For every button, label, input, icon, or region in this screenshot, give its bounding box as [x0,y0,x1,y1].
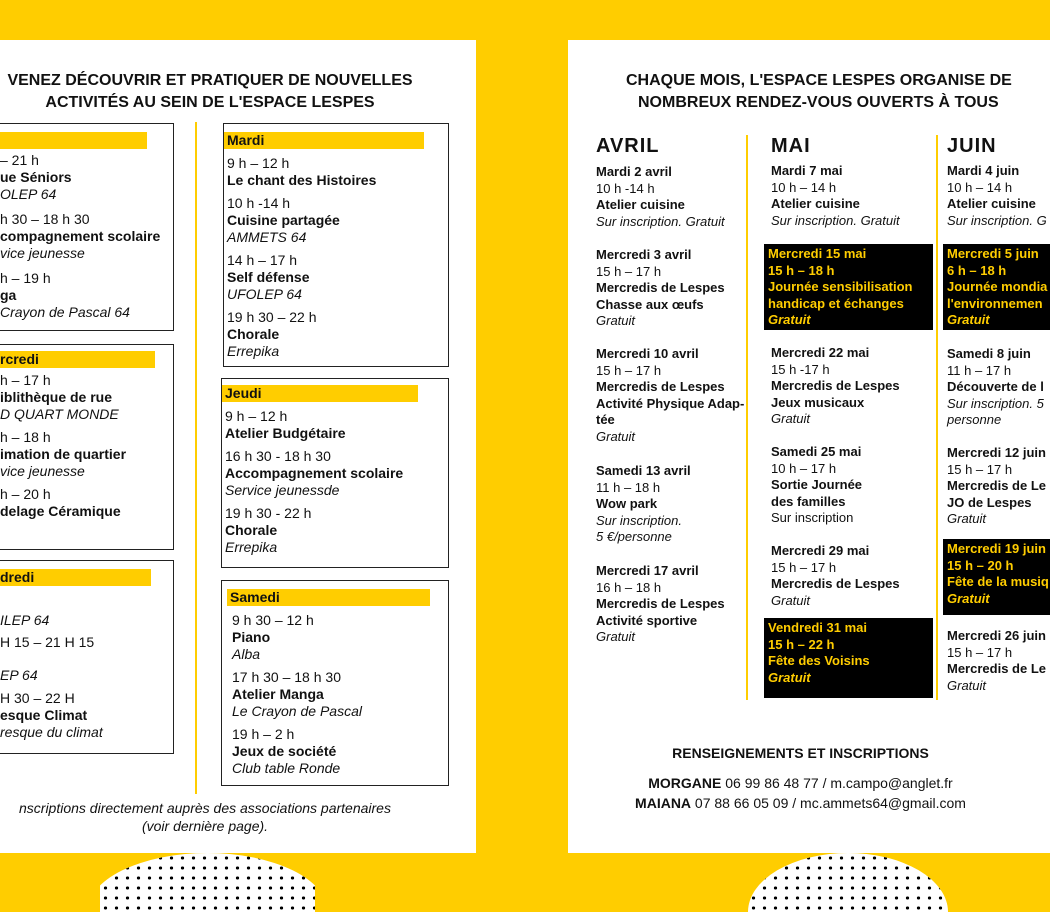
event-item: Mercredi 22 mai 15 h -17 h Mercredis de Lespes Jeux musicaux Gratuit [771,345,900,426]
right-panel [568,40,1050,853]
schedule-entry: 14 h – 17 h Self défense UFOLEP 64 [227,252,310,302]
schedule-entry: 17 h 30 – 18 h 30 Atelier Manga Le Crayon de Pascal [232,669,362,719]
schedule-entry: h – 20 h delage Céramique [0,486,121,519]
schedule-entry: 19 h 30 - 22 h Chorale Errepika [225,505,312,555]
left-panel [0,40,476,853]
event-item: Mardi 7 mai 10 h – 14 h Atelier cuisine Sur inscription. Gratuit [771,163,900,228]
schedule-entry: H 15 – 21 H 15 [0,634,95,650]
column-divider [936,135,938,700]
inscription-note: nscriptions directement auprès des associations partenaires (voir dernière page). [19,800,391,834]
contact-block [628,743,973,813]
schedule-entry: 9 h – 12 h Le chant des Histoires [227,155,377,188]
event-highlight: Vendredi 31 mai 15 h – 22 h Fête des Voisins Gratuit [764,618,933,698]
event-highlight: Mercredi 15 mai 15 h – 18 h Journée sensibilisation handicap et échanges Gratuit [764,244,933,330]
day-header: Jeudi [222,385,418,402]
day-header: rcredi [0,351,155,368]
event-highlight: Mercredi 5 juin 6 h – 18 h Journée mondia l'environnemen Gratuit [943,244,1050,330]
schedule-entry: H 30 – 22 H esque Climat resque du climat [0,690,103,740]
event-item: Mercredi 10 avril 15 h – 17 h Mercredis de Lespes Activité Physique Adap- tée Gratuit [596,346,745,444]
event-item: Mardi 2 avril 10 h -14 h Atelier cuisine Sur inscription. Gratuit [596,164,725,229]
day-box-tuesday [223,123,449,367]
dotted-decoration [748,853,948,912]
right-title: CHAQUE MOIS, L'ESPACE LESPES ORGANISE DE NOMBREUX RENDEZ-VOUS OUVERTS À TOUS [626,72,1012,111]
event-item: Mercredi 17 avril 16 h – 18 h Mercredis de Lespes Activité sportive Gratuit [596,563,725,644]
event-item: Mercredi 3 avril 15 h – 17 h Mercredis de Lespes Chasse aux œufs Gratuit [596,247,725,328]
day-header: Samedi [227,589,430,606]
day-box-monday [0,123,174,331]
schedule-entry: ILEP 64 [0,612,50,628]
schedule-entry: h 30 – 18 h 30 compagnement scolaire vice jeunesse [0,211,161,261]
month-title-mai: MAI [771,135,811,157]
contact-line: MORGANE 06 99 86 48 77 / m.campo@anglet.fr [648,775,953,791]
day-header [0,132,147,149]
event-item: Samedi 8 juin 11 h – 17 h Découverte de l Sur inscription. 5 personne [947,346,1044,427]
column-divider [746,135,748,700]
event-item: Mercredi 26 juin 15 h – 17 h Mercredis de Le Gratuit [947,628,1046,693]
month-title-juin: JUIN [947,135,997,157]
event-item: Samedi 25 mai 10 h – 17 h Sortie Journée des familles Sur inscription [771,444,863,525]
schedule-entry: 19 h – 2 h Jeux de société Club table Ronde [232,726,341,776]
dotted-decoration [100,853,315,912]
schedule-entry: h – 17 h iblithèque de rue D QUART MONDE [0,372,119,422]
day-box-saturday [221,580,449,786]
event-item: Mercredi 29 mai 15 h – 17 h Mercredis de Lespes Gratuit [771,543,900,608]
schedule-entry: 10 h -14 h Cuisine partagée AMMETS 64 [227,195,340,245]
contact-title: RENSEIGNEMENTS ET INSCRIPTIONS [672,745,929,761]
event-item: Samedi 13 avril 11 h – 18 h Wow park Sur inscription. 5 €/personne [596,463,691,544]
schedule-entry: h – 19 h ga Crayon de Pascal 64 [0,270,130,320]
day-box-thursday [221,378,449,568]
day-header: dredi [0,569,151,586]
schedule-entry: h – 18 h imation de quartier vice jeunesse [0,429,127,479]
event-item: Mardi 4 juin 10 h – 14 h Atelier cuisine Sur inscription. G [947,163,1047,228]
month-title-avril: AVRIL [596,135,660,157]
schedule-entry: 19 h 30 – 22 h Chorale Errepika [227,309,317,359]
day-header: Mardi [224,132,424,149]
schedule-entry: EP 64 [0,667,38,683]
schedule-entry: – 21 h ue Séniors OLEP 64 [0,152,72,202]
schedule-entry: 9 h 30 – 12 h Piano Alba [232,612,314,662]
event-item: Mercredi 12 juin 15 h – 17 h Mercredis de Le JO de Lespes Gratuit [947,445,1046,526]
event-highlight: Mercredi 19 juin 15 h – 20 h Fête de la musiq Gratuit [943,539,1050,615]
schedule-entry: 16 h 30 - 18 h 30 Accompagnement scolaire Service jeunessde [225,448,404,498]
schedule-entry: 9 h – 12 h Atelier Budgétaire [225,408,346,441]
day-box-friday [0,560,174,754]
column-divider [195,122,197,794]
day-box-wednesday [0,344,174,550]
left-title: VENEZ DÉCOUVRIR ET PRATIQUER DE NOUVELLES ACTIVITÉS AU SEIN DE L'ESPACE LESPES [7,72,413,111]
contact-line: MAIANA 07 88 66 05 09 / mc.ammets64@gmail.com [635,795,966,811]
